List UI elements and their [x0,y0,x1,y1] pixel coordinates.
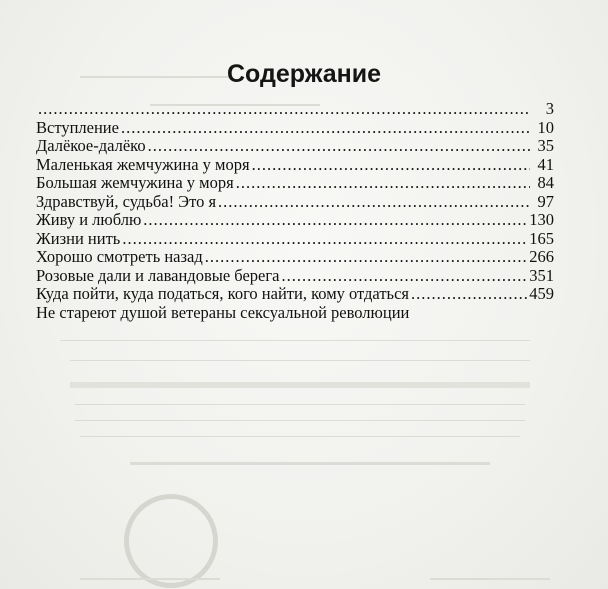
toc-entry-page: 266 [529,247,554,266]
toc-entry [36,211,554,230]
toc-entry [36,100,554,119]
toc-entry [36,267,554,286]
bleed-through-mark [130,462,490,465]
toc-entry-title: Здравствуй, судьба! Это я [36,191,217,211]
toc-leader-dots [38,100,530,119]
bleed-through-mark [70,382,530,388]
toc-leader-dots [122,230,527,249]
toc-entry-page: 35 [537,136,554,155]
toc-leader-dots [148,137,530,156]
toc-entry-title: Розовые дали и лавандовые берега [36,265,280,285]
toc-entry-title: Далёкое-далёко [36,136,146,155]
bleed-through-age-badge [124,494,218,588]
toc-entry-title: Вступление [36,117,119,137]
toc-entry-page: 41 [537,154,554,174]
toc-entry-page: 130 [529,210,554,229]
toc-leader-dots [143,211,527,230]
toc-entry-title: Живу и люблю [36,210,142,229]
bleed-through-mark [80,578,220,580]
toc-leader-dots [236,174,530,193]
bleed-through-mark [80,436,520,437]
toc-leader-dots [252,156,530,175]
toc-entry-title: Не стареют душой ветераны сексуальной революции [36,302,410,322]
bleed-through-mark [75,404,525,405]
toc-entry-page: 10 [537,117,554,137]
toc-entry [36,137,554,156]
toc-entry [36,174,554,193]
table-of-contents [36,100,554,322]
toc-leader-dots [121,119,530,138]
toc-leader-dots [411,285,527,304]
toc-entry [36,304,554,323]
page-title: Содержание [226,60,382,88]
toc-entry-page: 97 [537,191,554,211]
bleed-through-mark [70,360,530,361]
toc-entry [36,248,554,267]
toc-entry [36,119,554,138]
toc-entry-page: 459 [529,284,554,303]
toc-entry-title: Жизни нить [36,228,121,248]
bleed-through-mark [75,420,525,421]
toc-entry-title: Куда пойти, куда податься, кого найти, кому отдаться [36,284,409,303]
toc-leader-dots [218,193,530,212]
toc-entry-title: Хорошо смотреть назад [36,247,203,266]
toc-entry-page: 3 [545,99,554,118]
toc-leader-dots [281,267,527,286]
toc-leader-dots [205,248,528,267]
bleed-through-mark [430,578,550,580]
toc-entry-title: Большая жемчужина у моря [36,173,234,192]
toc-entry-page: 84 [537,173,554,192]
bleed-through-mark [60,340,530,341]
toc-entry-page: 165 [529,228,554,248]
toc-entry [36,230,554,249]
toc-entry [36,285,554,304]
toc-entry-title: Маленькая жемчужина у моря [36,154,250,174]
toc-entry [36,193,554,212]
toc-entry-page: 351 [529,265,554,285]
toc-entry [36,156,554,175]
